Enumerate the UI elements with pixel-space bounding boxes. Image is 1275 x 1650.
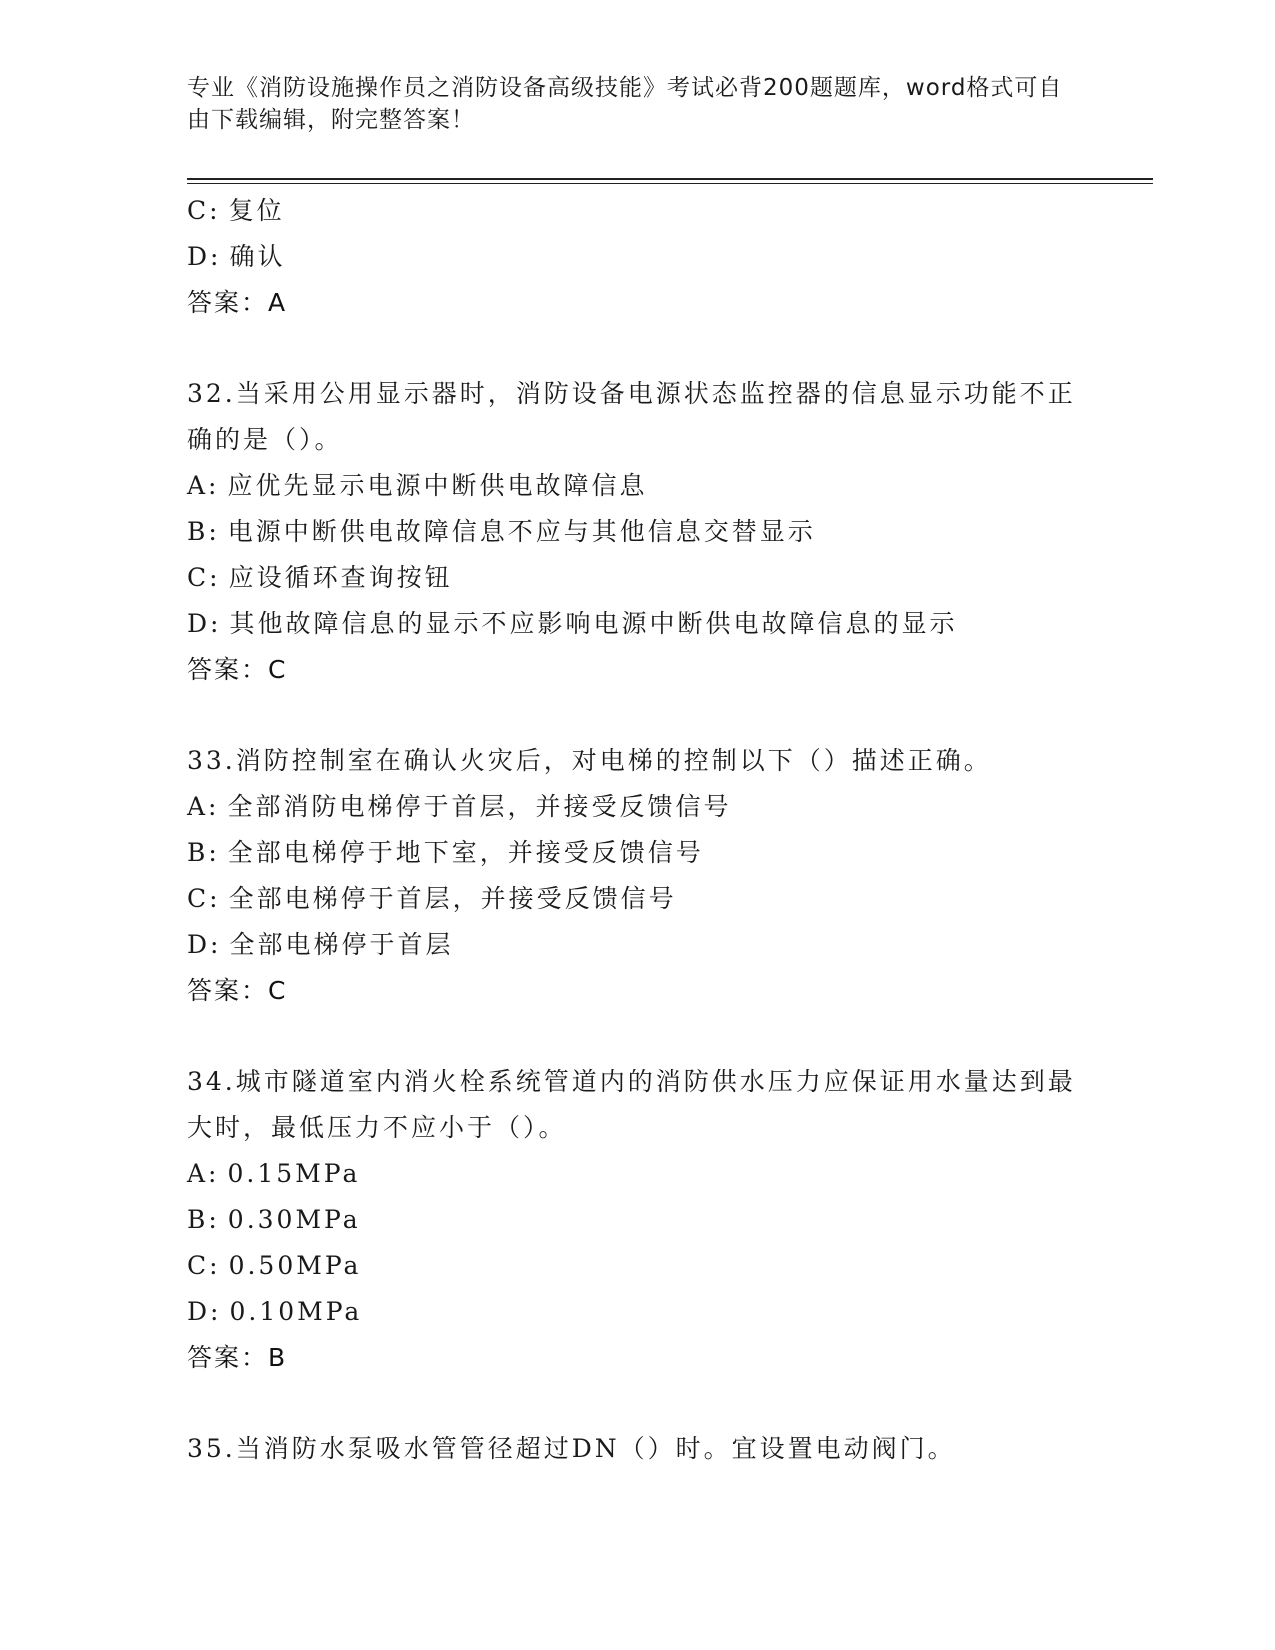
option-text: 全部消防电梯停于首层，并接受反馈信号	[227, 792, 732, 821]
option-line	[187, 555, 1087, 601]
option-label: A:	[187, 792, 220, 821]
question-text: 32.当采用公用显示器时，消防设备电源状态监控器的信息显示功能不正确的是（）。	[187, 379, 1076, 454]
option-text: 全部电梯停于地下室，并接受反馈信号	[227, 838, 704, 867]
option-label: A:	[187, 1159, 220, 1188]
answer-line: 答案：C	[187, 655, 288, 684]
option-line	[187, 601, 1087, 647]
option-line	[187, 1197, 1087, 1243]
question-text: 33.消防控制室在确认火灾后，对电梯的控制以下（）描述正确。	[187, 746, 992, 775]
option-label: C:	[187, 196, 221, 225]
option-line	[187, 922, 1087, 968]
option-label: C:	[187, 884, 221, 913]
question-text: 35.当消防水泵吸水管管径超过DN（）时。宜设置电动阀门。	[187, 1434, 956, 1463]
option-text: 应设循环查询按钮	[228, 563, 453, 592]
option-text: 全部电梯停于首层，并接受反馈信号	[228, 884, 677, 913]
option-text: 应优先显示电源中断供电故障信息	[227, 471, 648, 500]
header-divider	[187, 178, 1153, 180]
option-text: 全部电梯停于首层	[229, 930, 454, 959]
question-content	[187, 188, 1087, 1472]
option-line	[187, 234, 1087, 280]
option-label: D:	[187, 609, 222, 638]
option-text: 复位	[228, 196, 285, 225]
option-text: 0.50MPa	[228, 1251, 362, 1280]
option-label: B:	[187, 517, 220, 546]
option-line	[187, 1289, 1087, 1335]
option-line	[187, 463, 1087, 509]
answer-line: 答案：B	[187, 1343, 288, 1372]
option-line	[187, 784, 1087, 830]
option-label: C:	[187, 563, 221, 592]
option-label: B:	[187, 838, 220, 867]
option-line	[187, 1243, 1087, 1289]
option-text: 0.30MPa	[227, 1205, 361, 1234]
option-line	[187, 1151, 1087, 1197]
option-label: D:	[187, 930, 222, 959]
option-text: 电源中断供电故障信息不应与其他信息交替显示	[227, 517, 816, 546]
option-line	[187, 876, 1087, 922]
option-line	[187, 830, 1087, 876]
option-text: 确认	[229, 242, 286, 271]
answer-line: 答案：C	[187, 976, 288, 1005]
question-text: 34.城市隧道室内消火栓系统管道内的消防供水压力应保证用水量达到最大时，最低压力不应小于（）。	[187, 1067, 1076, 1142]
option-text: 其他故障信息的显示不应影响电源中断供电故障信息的显示	[229, 609, 958, 638]
option-label: B:	[187, 1205, 220, 1234]
header-divider-thin	[187, 183, 1153, 184]
answer-line: 答案：A	[187, 288, 288, 317]
header-title: 专业《消防设施操作员之消防设备高级技能》考试必背200题题库，word格式可自由下载编辑，附完整答案！	[187, 75, 1063, 133]
option-text: 0.15MPa	[227, 1159, 361, 1188]
option-text: 0.10MPa	[229, 1297, 363, 1326]
option-label: A:	[187, 471, 220, 500]
option-label: C:	[187, 1251, 221, 1280]
option-label: D:	[187, 1297, 222, 1326]
option-line	[187, 188, 1087, 234]
option-line	[187, 509, 1087, 555]
document-header	[187, 72, 1067, 136]
option-label: D:	[187, 242, 222, 271]
